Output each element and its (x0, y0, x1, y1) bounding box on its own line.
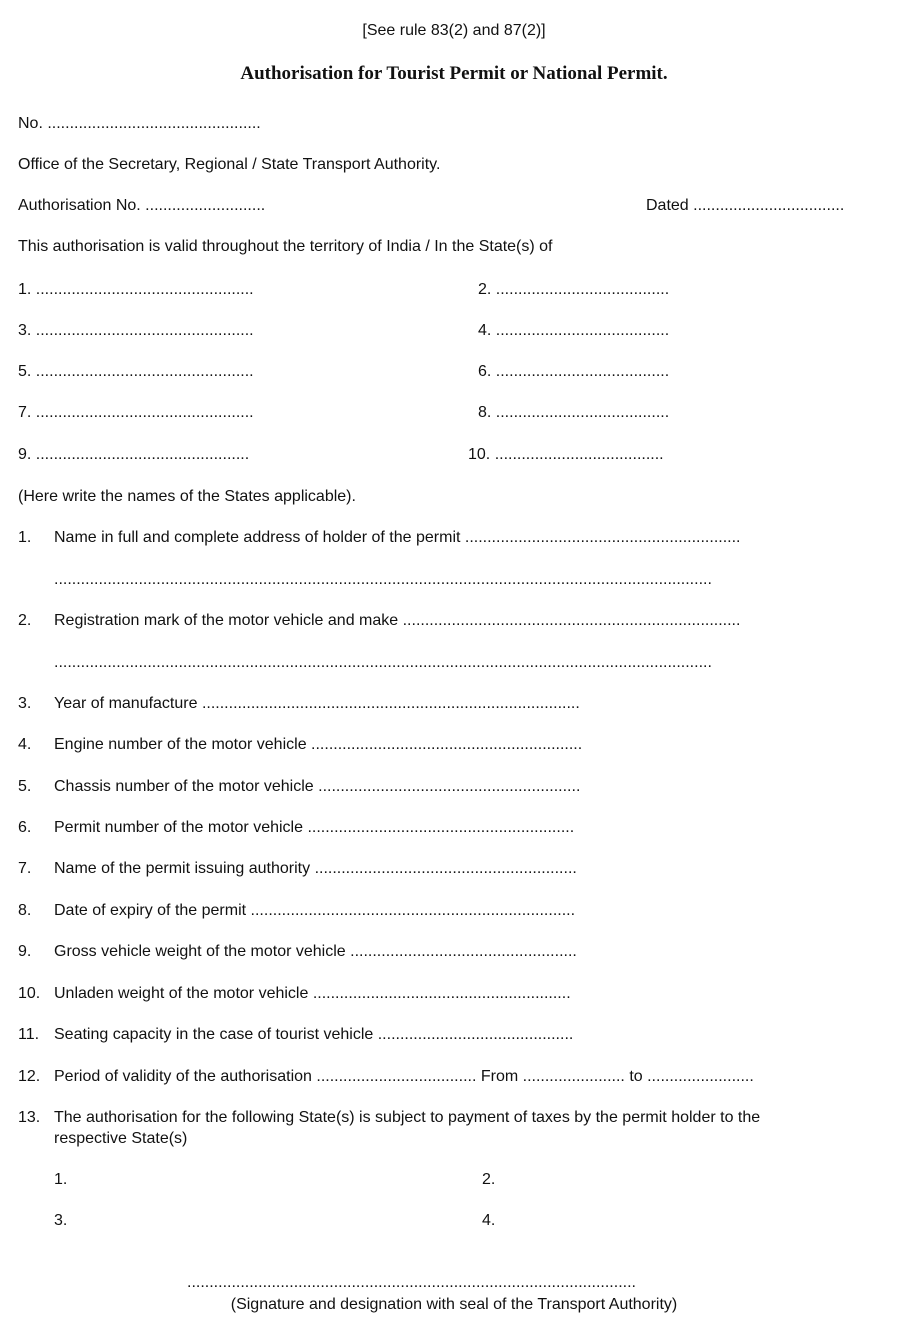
item-continuation: respective State(s) (54, 1130, 188, 1147)
state-field: 4. ....................................... (478, 322, 670, 339)
signature-caption: (Signature and designation with seal of the Transport Authority) (230, 1296, 678, 1313)
item-number: 11. (18, 1026, 40, 1043)
state-field: 1. ................................................. (18, 281, 254, 298)
authorisation-number-field: Authorisation No. ........................... (18, 197, 266, 214)
tax-state-field: 3. (54, 1212, 68, 1229)
state-field: 2. ....................................... (478, 281, 670, 298)
item-text: Name of the permit issuing authority ........................................................... (54, 860, 577, 877)
item-text: Year of manufacture ..................................................................................... (54, 695, 580, 712)
item-number: 6. (18, 819, 32, 836)
item-number: 5. (18, 778, 32, 795)
state-field: 6. ....................................... (478, 363, 670, 380)
item-number: 9. (18, 943, 32, 960)
state-field: 10. ...................................... (468, 446, 664, 463)
item-text: Permit number of the motor vehicle ............................................................ (54, 819, 575, 836)
item-text: The authorisation for the following State(s) is subject to payment of taxes by the permit holder to the (54, 1109, 761, 1126)
state-field: 3. ................................................. (18, 322, 254, 339)
state-field: 5. ................................................. (18, 363, 254, 380)
number-field: No. ................................................ (18, 115, 261, 132)
item-text: Seating capacity in the case of tourist vehicle ............................................ (54, 1026, 574, 1043)
office-line: Office of the Secretary, Regional / State Transport Authority. (18, 156, 441, 173)
item-number: 12. (18, 1068, 41, 1085)
item-number: 3. (18, 695, 32, 712)
item-text: Date of expiry of the permit ......................................................................... (54, 902, 576, 919)
item-number: 2. (18, 612, 32, 629)
item-text: Registration mark of the motor vehicle and make ............................................................................ (54, 612, 741, 629)
item-number: 10. (18, 985, 41, 1002)
item-continuation: .................................................................................................................................................... (54, 571, 712, 588)
tax-state-field: 1. (54, 1171, 68, 1188)
rule-reference: [See rule 83(2) and 87(2)] (362, 22, 546, 39)
item-number: 4. (18, 736, 32, 753)
item-number: 8. (18, 902, 32, 919)
item-text: Gross vehicle weight of the motor vehicle ................................................... (54, 943, 577, 960)
validity-statement: This authorisation is valid throughout the territory of India / In the State(s) of (18, 238, 553, 255)
item-number: 1. (18, 529, 32, 546)
state-field: 8. ....................................... (478, 404, 670, 421)
state-field: 7. ................................................. (18, 404, 254, 421)
item-text: Engine number of the motor vehicle ............................................................. (54, 736, 583, 753)
item-text: Period of validity of the authorisation .................................... From ....................... to ........................ (54, 1068, 754, 1085)
tax-state-field: 2. (482, 1171, 496, 1188)
item-text: Unladen weight of the motor vehicle .......................................................... (54, 985, 571, 1002)
item-continuation: .................................................................................................................................................... (54, 654, 712, 671)
signature-line: ..................................................................................................... (187, 1274, 636, 1291)
item-text: Name in full and complete address of holder of the permit .............................................................. (54, 529, 741, 546)
page-title: Authorisation for Tourist Permit or National Permit. (240, 63, 668, 84)
item-number: 13. (18, 1109, 41, 1126)
state-field: 9. ................................................ (18, 446, 250, 463)
dated-field: Dated .................................. (646, 197, 845, 214)
item-text: Chassis number of the motor vehicle ........................................................... (54, 778, 581, 795)
item-number: 7. (18, 860, 32, 877)
tax-state-field: 4. (482, 1212, 496, 1229)
states-note: (Here write the names of the States applicable). (18, 488, 356, 505)
